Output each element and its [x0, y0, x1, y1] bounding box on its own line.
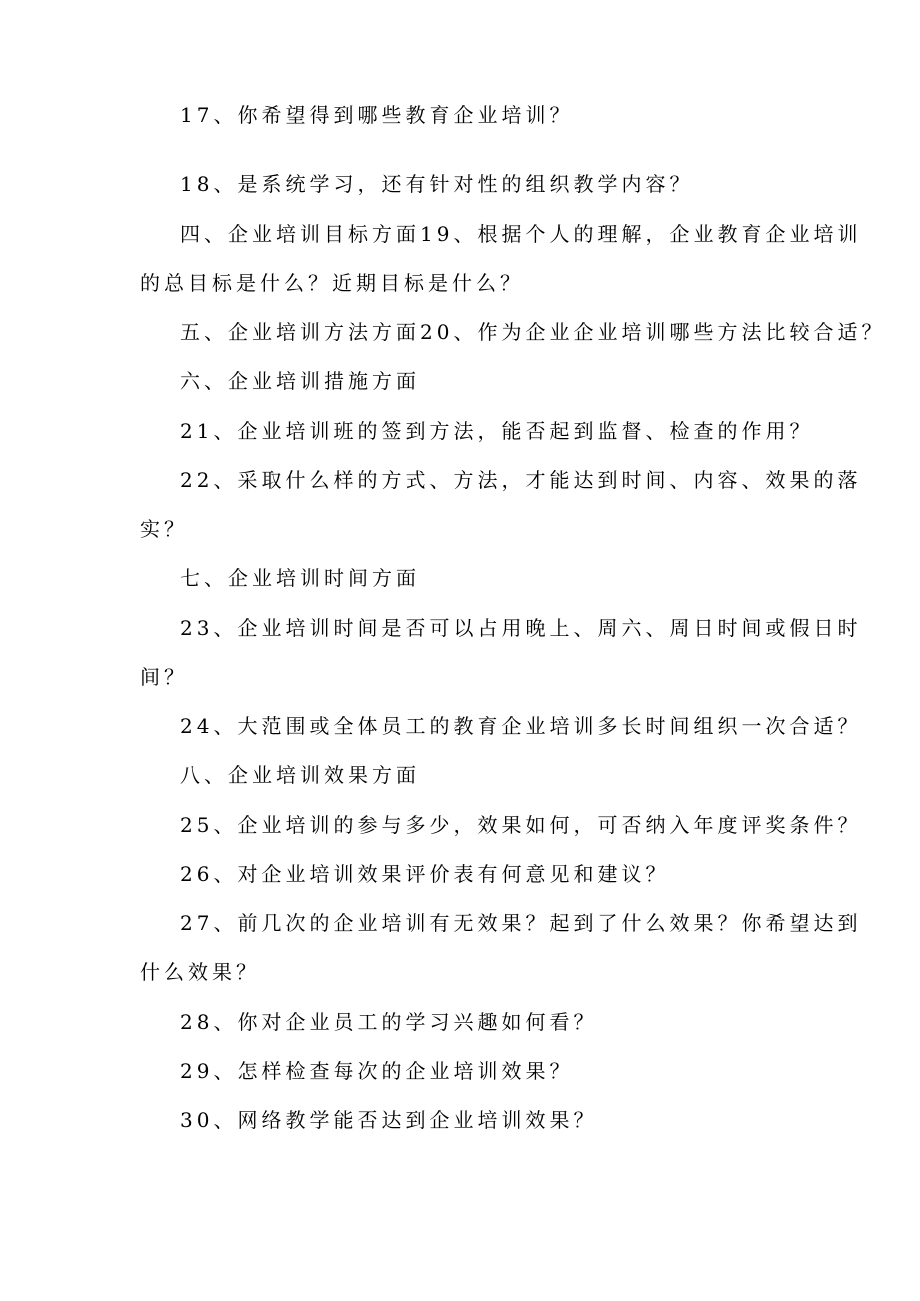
- question-27-continued: 什么效果？: [140, 960, 260, 984]
- question-28: 28、你对企业员工的学习兴趣如何看？: [180, 1010, 598, 1034]
- question-29: 29、怎样检查每次的企业培训效果？: [180, 1059, 574, 1083]
- question-21: 21、企业培训班的签到方法，能否起到监督、检查的作用？: [180, 419, 814, 443]
- section-8-heading: 八、企业培训效果方面: [180, 763, 420, 787]
- section-5-question-20: 五、企业培训方法方面20、作为企业企业培训哪些方法比较合适？: [180, 320, 886, 344]
- question-23-continued: 间？: [140, 665, 188, 689]
- section-7-heading: 七、企业培训时间方面: [180, 566, 420, 590]
- question-23: 23、企业培训时间是否可以占用晚上、周六、周日时间或假日时: [180, 616, 862, 640]
- section-4-question-19: 四、企业培训目标方面19、根据个人的理解，企业教育企业培训: [180, 222, 862, 246]
- question-22-continued: 实？: [140, 517, 188, 541]
- question-25: 25、企业培训的参与多少，效果如何，可否纳入年度评奖条件？: [180, 813, 862, 837]
- question-27: 27、前几次的企业培训有无效果？起到了什么效果？你希望达到: [180, 911, 862, 935]
- question-18: 18、是系统学习，还有针对性的组织教学内容？: [180, 172, 694, 196]
- question-17: 17、你希望得到哪些教育企业培训？: [180, 103, 574, 127]
- question-22: 22、采取什么样的方式、方法，才能达到时间、内容、效果的落: [180, 468, 862, 492]
- section-6-heading: 六、企业培训措施方面: [180, 369, 420, 393]
- question-26: 26、对企业培训效果评价表有何意见和建议？: [180, 862, 670, 886]
- question-19-continued: 的总目标是什么？近期目标是什么？: [140, 271, 524, 295]
- question-24: 24、大范围或全体员工的教育企业培训多长时间组织一次合适？: [180, 714, 862, 738]
- question-30: 30、网络教学能否达到企业培训效果？: [180, 1108, 598, 1132]
